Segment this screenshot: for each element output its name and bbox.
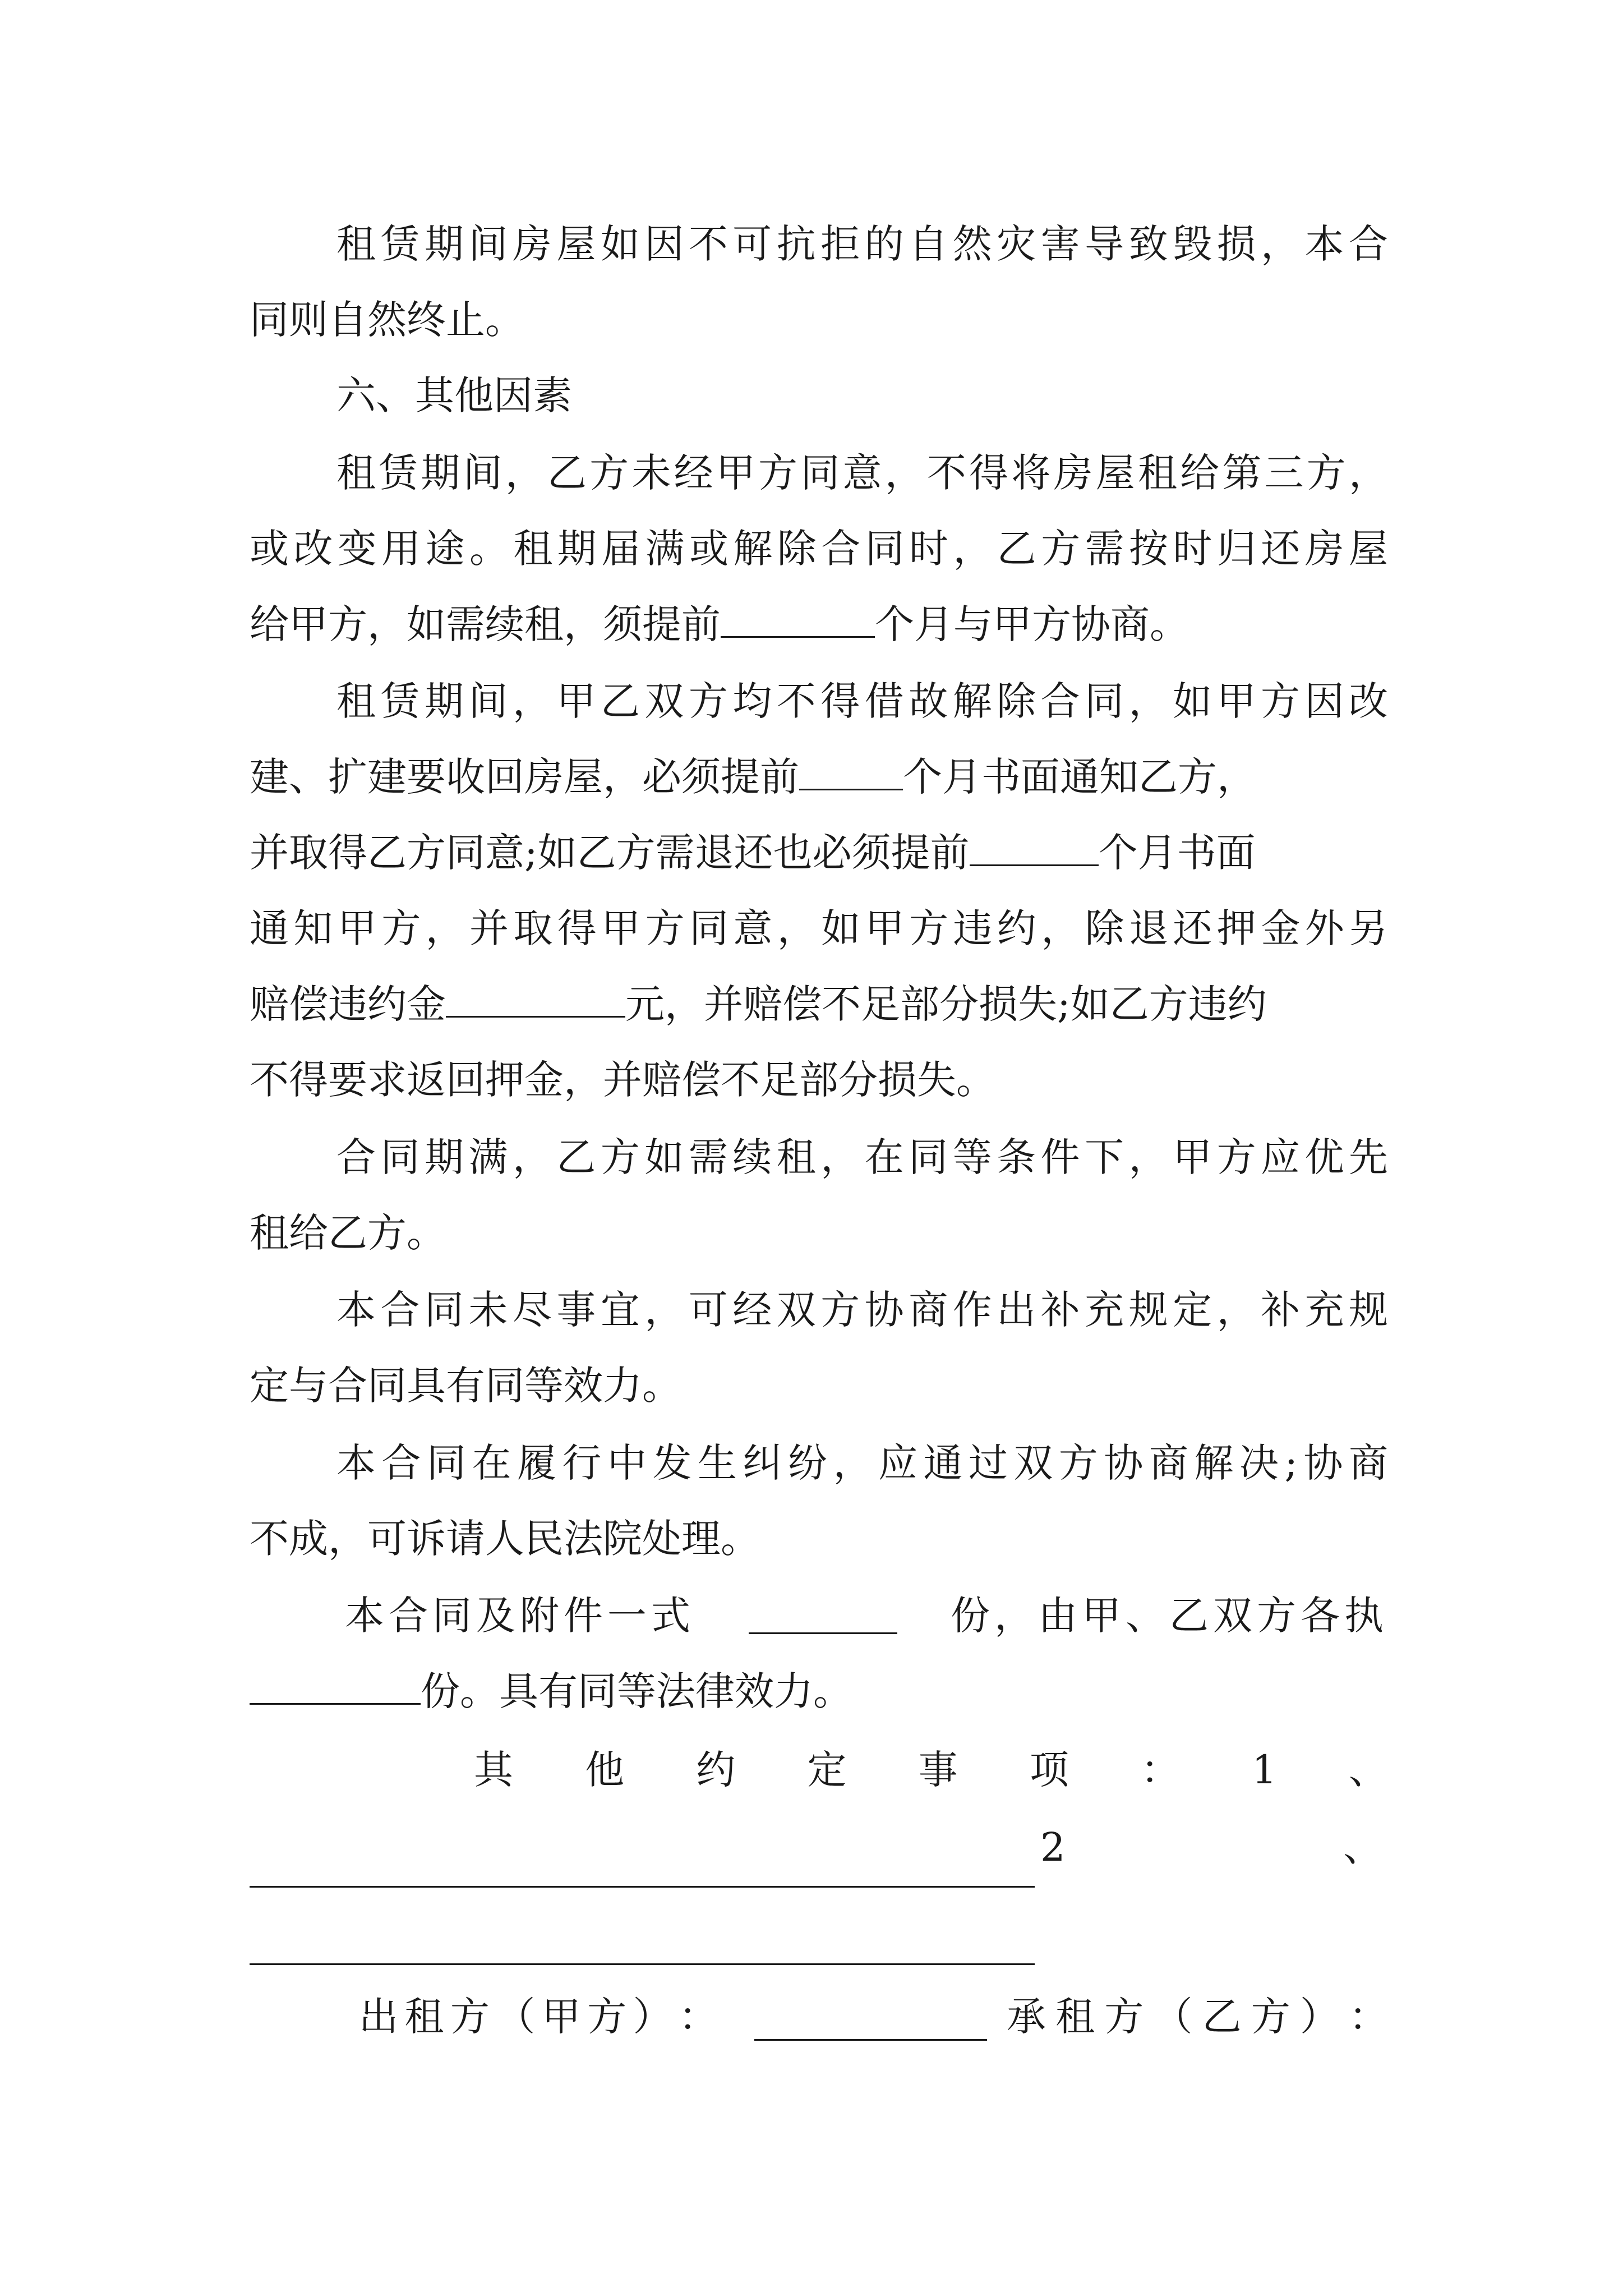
text-after-blank: 份，由甲、乙双方各执	[951, 1593, 1388, 1639]
paragraph-line: 本合同在履行中发生纠纷，应通过双方协商解决;协商	[336, 1440, 1388, 1486]
fill-blank-penalty-amount[interactable]	[446, 981, 625, 1018]
text-after-blank: 个月与甲方协商。	[875, 601, 1189, 647]
paragraph-line	[250, 746, 1388, 808]
char: ）	[633, 1994, 672, 2040]
char: ：	[678, 1994, 718, 2040]
char: 方	[450, 1994, 490, 2040]
char: ）	[1299, 1994, 1339, 2040]
char: 乙	[1202, 1994, 1242, 2040]
text-after-blank: 个月书面	[1098, 830, 1256, 876]
char: 甲	[541, 1994, 581, 2040]
text-before-blank: 赔偿违约金	[250, 981, 446, 1027]
text-after-blank: 个月书面通知乙方，	[903, 754, 1256, 800]
item-separator: 、	[1343, 1824, 1382, 1870]
fill-blank-months-lessor-notice[interactable]	[799, 754, 903, 790]
char: ：	[1141, 1747, 1181, 1793]
char: 租	[1055, 1994, 1095, 2040]
lessor-signature-line[interactable]	[754, 2039, 987, 2041]
char: ：	[1348, 1994, 1388, 2040]
paragraph-line: 同则自然终止。	[250, 297, 524, 343]
char: 承	[1007, 1994, 1046, 2040]
paragraph-line: 通知甲方，并取得甲方同意，如甲方违约，除退还押金外另	[250, 905, 1388, 951]
fill-line-item-2[interactable]	[250, 1963, 1035, 1965]
paragraph-line: 租赁期间，乙方未经甲方同意，不得将房屋租给第三方，	[336, 450, 1388, 496]
paragraph-line: 或改变用途。租期届满或解除合同时，乙方需按时归还房屋	[250, 526, 1388, 572]
item-number: 2	[1040, 1824, 1066, 1870]
text-before-blank: 建、扩建要收回房屋，必须提前	[250, 754, 799, 800]
char: 定	[807, 1747, 847, 1793]
char: 其	[474, 1747, 513, 1793]
paragraph-line: 租赁期间房屋如因不可抗拒的自然灾害导致毁损，本合	[336, 221, 1388, 267]
fill-blank-copies-total[interactable]	[749, 1598, 897, 1634]
paragraph-line	[345, 1585, 1388, 1646]
char: 租	[404, 1994, 444, 2040]
paragraph-line: 不得要求返回押金，并赔偿不足部分损失。	[250, 1057, 995, 1103]
paragraph-line	[250, 593, 1388, 655]
text-before-blank: 并取得乙方同意;如乙方需退还也必须提前	[250, 830, 970, 876]
fill-blank-copies-each[interactable]	[250, 1668, 421, 1705]
paragraph-line: 合同期满，乙方如需续租，在同等条件下，甲方应优先	[336, 1134, 1388, 1180]
char: 、	[1348, 1747, 1388, 1793]
paragraph-line: 本合同未尽事宜，可经双方协商作出补充规定，补充规	[336, 1287, 1388, 1333]
char: （	[496, 1994, 536, 2040]
paragraph-line: 租赁期间，甲乙双方均不得借故解除合同，如甲方因改	[336, 678, 1388, 724]
paragraph-line: 不成，可诉请人民法院处理。	[250, 1516, 760, 1562]
char: 项	[1029, 1747, 1069, 1793]
item-number: 1	[1252, 1747, 1277, 1793]
char: 他	[585, 1747, 625, 1793]
text-after-blank: 元，并赔偿不足部分损失;如乙方违约	[625, 981, 1267, 1027]
paragraph-line	[250, 822, 1388, 884]
char: 方	[587, 1994, 627, 2040]
text-before-blank: 给甲方，如需续租，须提前	[250, 601, 721, 647]
text-after-blank: 份。具有同等法律效力。	[421, 1668, 852, 1714]
char: 方	[1251, 1994, 1290, 2040]
char: 出	[359, 1994, 398, 2040]
char: 事	[918, 1747, 958, 1793]
fill-line-item-1[interactable]	[250, 1886, 1035, 1888]
paragraph-line	[250, 1660, 1388, 1722]
fill-blank-months-renewal[interactable]	[721, 601, 875, 638]
other-items-heading	[474, 1739, 1388, 1801]
char: （	[1153, 1994, 1193, 2040]
lessor-label	[359, 1975, 718, 2059]
char: 方	[1104, 1994, 1144, 2040]
paragraph-line: 租给乙方。	[250, 1210, 446, 1256]
lessee-label	[1007, 1975, 1388, 2059]
paragraph-line	[250, 973, 1388, 1035]
section-heading: 六、其他因素	[336, 372, 572, 418]
char: 约	[696, 1747, 736, 1793]
text-before-blank: 本合同及附件一式	[345, 1593, 695, 1639]
paragraph-line: 定与合同具有同等效力。	[250, 1363, 681, 1409]
fill-blank-months-lessee-notice[interactable]	[970, 830, 1099, 866]
